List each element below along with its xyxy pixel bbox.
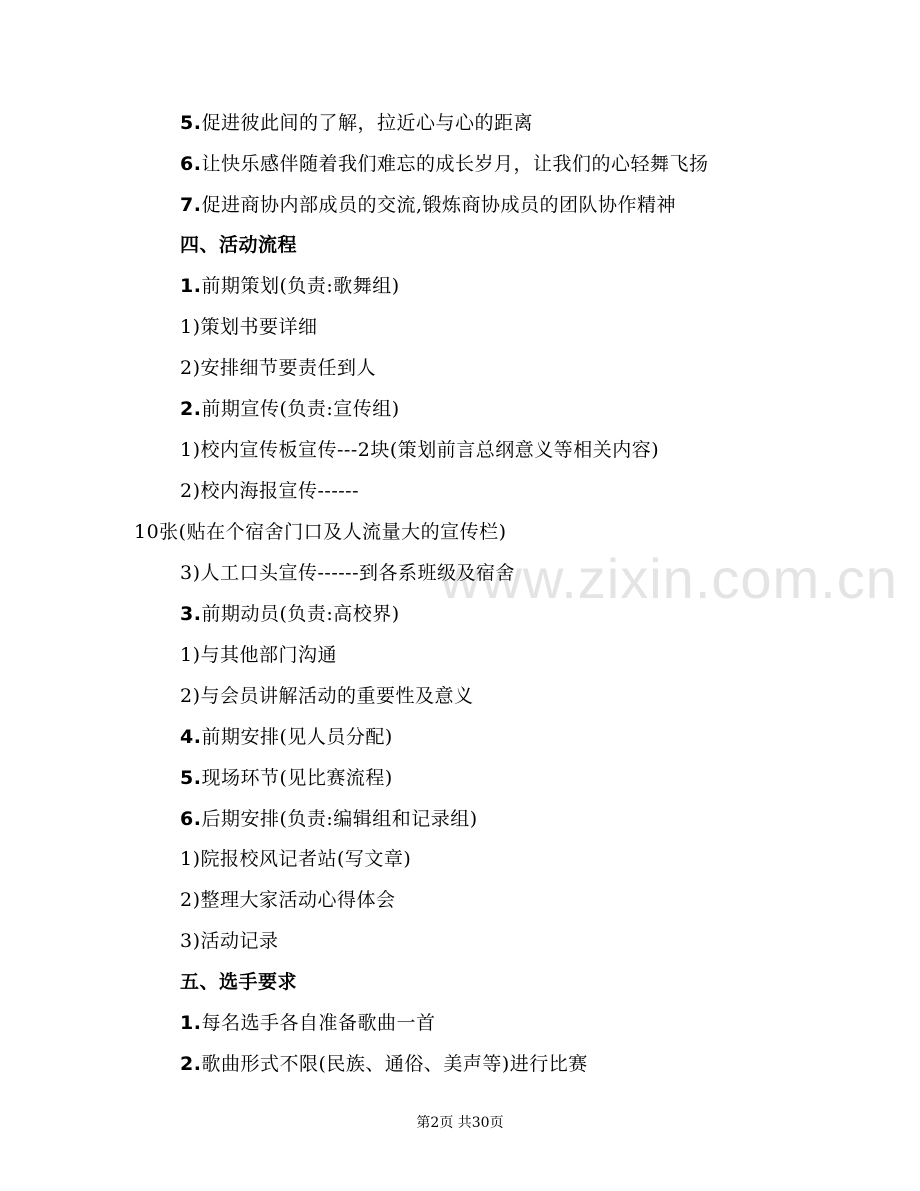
sub-item: 3)活动记录 [180, 930, 279, 952]
item-text: 促进彼此间的了解，拉近心与心的距离 [201, 112, 533, 134]
item-text: 前期动员(负责:高校界) [201, 603, 400, 625]
item-number: 4. [180, 726, 202, 748]
item-text: 前期策划(负责:歌舞组) [201, 275, 400, 297]
item-number: 5. [180, 112, 202, 134]
sub-item-continuation: 10张(贴在个宿舍门口及人流量大的宣传栏) [134, 521, 507, 543]
list-item [180, 1051, 588, 1077]
sub-item: 2)校内海报宣传------ [180, 480, 360, 502]
section-heading: 五、选手要求 [180, 971, 298, 993]
list-item [180, 601, 400, 627]
sub-item: 1)策划书要详细 [180, 316, 318, 338]
list-item [180, 396, 400, 422]
list-item [180, 192, 676, 218]
sub-item: 1)与其他部门沟通 [180, 644, 338, 666]
item-number: 1. [180, 275, 202, 297]
list-item [180, 151, 708, 177]
item-number: 6. [180, 153, 202, 175]
list-item [180, 765, 393, 791]
watermark: www.zixin.com.cn [440, 547, 898, 610]
item-text: 让快乐感伴随着我们难忘的成长岁月，让我们的心轻舞飞扬 [201, 153, 709, 175]
item-number: 2. [180, 1053, 202, 1075]
item-number: 3. [180, 603, 202, 625]
item-text: 现场环节(见比赛流程) [201, 767, 393, 789]
item-number: 6. [180, 808, 202, 830]
sub-item: 2)与会员讲解活动的重要性及意义 [180, 685, 474, 707]
item-text: 歌曲形式不限(民族、通俗、美声等)进行比赛 [201, 1053, 588, 1075]
list-item [180, 1010, 435, 1036]
page-number-footer: 第2页 共30页 [416, 1115, 504, 1131]
item-text: 前期宣传(负责:宣传组) [201, 398, 400, 420]
section-heading: 四、活动流程 [180, 234, 298, 256]
sub-item: 3)人工口头宣传------到各系班级及宿舍 [180, 562, 516, 584]
item-number: 2. [180, 398, 202, 420]
list-item [180, 724, 393, 750]
sub-item: 2)整理大家活动心得体会 [180, 889, 396, 911]
item-text: 前期安排(见人员分配) [201, 726, 393, 748]
sub-item: 1)校内宣传板宣传---2块(策划前言总纲意义等相关内容) [180, 439, 660, 461]
list-item [180, 273, 400, 299]
sub-item: 2)安排细节要责任到人 [180, 357, 377, 379]
list-item [180, 110, 533, 136]
item-number: 1. [180, 1012, 202, 1034]
sub-item: 1)院报校风记者站(写文章) [180, 848, 412, 870]
item-number: 5. [180, 767, 202, 789]
list-item [180, 806, 478, 832]
item-text: 后期安排(负责:编辑组和记录组) [201, 808, 478, 830]
item-number: 7. [180, 194, 202, 216]
item-text: 每名选手各自准备歌曲一首 [201, 1012, 436, 1034]
item-text: 促进商协内部成员的交流,锻炼商协成员的团队协作精神 [201, 194, 676, 216]
